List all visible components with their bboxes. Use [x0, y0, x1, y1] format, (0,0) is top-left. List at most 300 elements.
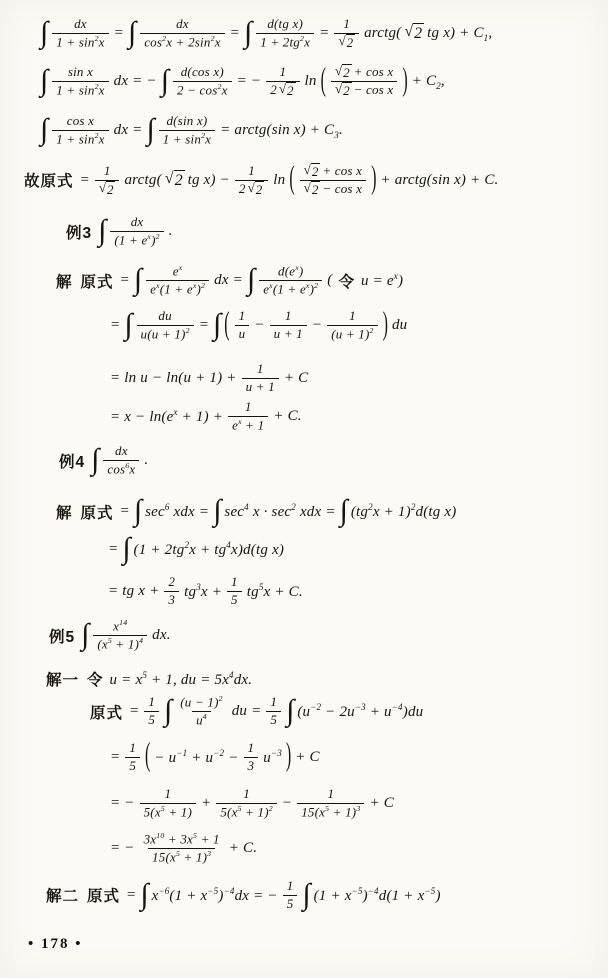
numerator: [70, 16, 91, 33]
denominator: [266, 81, 299, 99]
radical: [99, 181, 116, 198]
math-text: 1: [343, 16, 351, 32]
math-text: $(u^{-2} - 2u^{-3} + u^{-4})du$: [297, 702, 424, 721]
math-text: du: [391, 317, 408, 334]
numerator: [276, 64, 291, 81]
integral-sign: ∫: [122, 532, 131, 565]
math-text: dx: [115, 443, 128, 458]
fraction: [227, 574, 242, 609]
denominator: [297, 803, 364, 821]
fraction: [266, 64, 299, 99]
integral-sign: ∫: [339, 494, 348, 527]
math-text: 1: [164, 786, 172, 801]
radicand: 2: [311, 182, 319, 198]
math-text: $1 + \sin^2x$: [162, 130, 212, 147]
numerator: [241, 399, 256, 416]
math-text: u + 1: [273, 326, 303, 342]
fraction: [137, 308, 194, 343]
denominator: [144, 711, 159, 729]
example-5-solution2-step-1: [42, 878, 443, 913]
denominator: [140, 33, 224, 51]
math-text: = ln u − ln(u + 1) +: [110, 369, 237, 386]
math-text: =: [129, 703, 140, 720]
math-text: 1: [286, 878, 294, 893]
math-text: −: [311, 317, 323, 334]
chinese-label: 解: [56, 273, 73, 291]
math-text: 1: [148, 694, 156, 710]
fraction: [242, 361, 279, 396]
chinese-label: 原式: [90, 704, 124, 722]
integral-sign: ∫: [133, 494, 143, 527]
math-text: + cos x: [353, 64, 394, 80]
denominator: [235, 325, 250, 343]
math-text: $(1 + e^x)^2$: [114, 231, 160, 248]
math-text: =: [119, 272, 130, 289]
math-text: 5: [270, 712, 278, 728]
integral-sign: ∫: [133, 262, 143, 296]
math-text: 1: [349, 308, 356, 323]
fraction: [125, 740, 140, 775]
chinese-label: 故原式: [24, 173, 74, 191]
numerator: [331, 64, 397, 81]
chinese-label: 例4: [59, 453, 86, 471]
integral-tgx-substitution-line: [38, 16, 494, 51]
denominator: [192, 711, 211, 729]
numerator: [345, 308, 360, 325]
denominator: [52, 81, 108, 99]
fraction: [270, 308, 307, 343]
math-text: $tg^3x$ +: [184, 581, 223, 600]
radicand: 2: [255, 182, 263, 198]
math-text: $(x^5 + 1)^4$: [97, 636, 144, 652]
radical: [304, 163, 321, 180]
math-text: =: [319, 25, 330, 42]
math-text: 1: [247, 740, 255, 755]
denominator: [259, 280, 322, 298]
math-text: dx =: [214, 272, 243, 289]
numerator: [111, 443, 132, 460]
fraction: [103, 443, 139, 478]
math-text: $e^x$: [172, 263, 183, 279]
math-text: du: [158, 308, 172, 323]
math-text: 1: [248, 163, 255, 178]
fraction: [146, 263, 209, 298]
math-text: + C: [283, 369, 309, 386]
denominator: [148, 848, 215, 866]
math-text: tg x) −: [187, 171, 230, 188]
math-text: $5(x^5 + 1)^2$: [220, 803, 273, 820]
math-text: = tg x +: [108, 582, 160, 599]
radical: [304, 181, 321, 198]
math-text: − cos x: [322, 180, 363, 196]
integral-sign: ∫: [81, 617, 90, 651]
numerator: [127, 214, 148, 231]
page-number: • 178 •: [28, 936, 83, 952]
math-text: 5: [129, 757, 137, 773]
math-text: $\cos^2x + 2\sin^2x$: [144, 33, 221, 50]
denominator: [244, 757, 259, 775]
denominator: [125, 757, 140, 775]
integral-sign: ∫: [140, 877, 149, 911]
numerator: [64, 64, 97, 81]
math-text: $3x^{10} + 3x^5 + 1$: [143, 831, 220, 847]
chinese-label: 解一: [46, 672, 80, 689]
denominator: [300, 180, 366, 198]
math-text: $d(e^x)$: [278, 263, 304, 279]
math-text: ln: [304, 73, 317, 90]
math-text: $1 + \sin^2x$: [56, 130, 105, 147]
math-text: 1: [270, 694, 278, 710]
chinese-label: 例3: [66, 224, 93, 242]
integral-sign: ∫: [286, 693, 295, 727]
radical-sign: √: [404, 23, 414, 41]
integral-sign: ∫: [213, 307, 222, 341]
math-text: dx =: [113, 122, 143, 139]
math-text: $1 + \sin^2x$: [56, 81, 105, 98]
numerator: [263, 16, 307, 33]
big-paren: ): [402, 63, 408, 98]
fraction: [283, 878, 298, 913]
denominator: [270, 325, 307, 343]
numerator: [169, 263, 187, 280]
example-3-solution-step-1: [52, 263, 405, 298]
numerator: [109, 618, 131, 635]
fraction: [266, 694, 281, 729]
denominator: [235, 180, 268, 198]
radical: [335, 64, 352, 81]
integral-sign: ∫: [164, 693, 173, 727]
numerator: [339, 16, 354, 33]
fraction: [164, 574, 179, 609]
example-4-solution-step-3: [106, 574, 305, 609]
math-text: $x^{14}$: [113, 618, 128, 634]
numerator: [300, 163, 366, 180]
denominator: [137, 325, 194, 343]
fraction: [140, 16, 224, 51]
radicand: 2: [311, 164, 319, 180]
numerator: [125, 740, 140, 757]
denominator: [242, 378, 279, 396]
numerator: [281, 308, 296, 325]
denominator: [93, 635, 147, 653]
math-text: arctg(: [124, 171, 162, 188]
fraction: [331, 64, 397, 99]
math-text: 5: [148, 712, 156, 728]
denominator: [52, 33, 108, 51]
numerator: [283, 878, 298, 895]
fraction: [216, 786, 277, 821]
radical-sign: √: [278, 81, 287, 97]
numerator: [235, 308, 250, 325]
denominator: [140, 803, 196, 821]
denominator: [327, 325, 377, 343]
fraction: [93, 618, 147, 653]
example-3-solution-step-3: [108, 361, 310, 396]
math-text: dx: [130, 214, 144, 229]
example-5-solution1-step-1: [86, 694, 425, 729]
combined-result-line: [20, 163, 500, 198]
fraction: [235, 163, 268, 198]
math-text: 1: [103, 163, 111, 179]
math-text: tg $x) + C_1$,: [427, 24, 493, 43]
big-paren: (: [145, 738, 151, 774]
radical: [338, 34, 355, 51]
numerator: [244, 740, 259, 757]
example-5-solution1-step-4: [108, 831, 259, 866]
chinese-label: 解二: [46, 888, 80, 906]
integral-sign: ∫: [40, 112, 49, 146]
math-text: = −: [110, 840, 135, 857]
integral-sign: ∫: [302, 877, 311, 911]
math-text: =: [113, 25, 124, 42]
radical-sign: √: [334, 63, 343, 79]
numerator: [63, 113, 98, 130]
numerator: [160, 786, 175, 803]
radicand: 2: [343, 65, 350, 81]
example-5-problem: [45, 618, 173, 653]
math-text: 1: [256, 361, 264, 376]
fraction: [110, 214, 163, 249]
fraction: [334, 16, 359, 50]
math-text: $15(x^5 + 1)^3$: [152, 849, 212, 865]
radical-sign: √: [98, 180, 106, 196]
example-3-solution-step-2: [108, 308, 409, 343]
math-text: 1: [243, 786, 250, 801]
denominator: [173, 81, 232, 99]
example-5-solution1-step-2: [108, 740, 322, 775]
numerator: [177, 64, 228, 81]
big-paren: ): [371, 161, 377, 197]
denominator: [283, 895, 298, 913]
math-text: 5: [231, 591, 238, 607]
math-text: 1: [238, 308, 246, 324]
integral-sign: ∫: [213, 494, 222, 527]
math-text: =: [110, 317, 121, 334]
radical-sign: √: [164, 170, 174, 188]
integral-sign: ∫: [244, 15, 253, 49]
big-paren: (: [224, 307, 230, 342]
math-text: = $x - \ln(e^x + 1)$ +: [110, 407, 224, 426]
math-text: 3: [168, 591, 176, 607]
math-text: + cos x: [322, 163, 363, 178]
math-text: =: [79, 171, 90, 188]
math-text: dx: [176, 16, 189, 31]
radical-sign: √: [334, 81, 343, 97]
chinese-label: 解: [56, 504, 73, 522]
math-text: (: [327, 272, 333, 289]
math-text: =: [229, 25, 240, 42]
numerator: [162, 113, 211, 130]
numerator: [227, 574, 242, 591]
radical: [279, 82, 296, 99]
fraction: [235, 308, 250, 343]
math-text: d(tg x): [267, 16, 304, 31]
numerator: [266, 694, 281, 711]
math-text: $5(x^5 + 1)$: [143, 803, 193, 820]
numerator: [100, 163, 115, 180]
radicand: 2: [287, 83, 294, 99]
math-text: −: [254, 317, 265, 334]
math-text: $tg^5x + C$.: [246, 581, 303, 600]
chinese-label: 原式: [87, 888, 121, 906]
fraction: [259, 263, 322, 298]
math-text: du =: [231, 703, 262, 720]
integral-cosx-term-line: [38, 113, 345, 148]
math-text: $u = e^x$): [360, 271, 404, 290]
integral-sign: ∫: [124, 307, 133, 341]
numerator: [140, 831, 224, 848]
math-text: sin x: [67, 64, 94, 79]
math-text: $e^x(1 + e^x)^2$: [150, 281, 206, 297]
radical-sign: √: [303, 162, 311, 178]
fraction: [52, 113, 108, 148]
math-text: 2: [168, 574, 176, 589]
radicand: 2: [414, 25, 423, 43]
radicand: 2: [343, 83, 350, 99]
integral-sign: ∫: [127, 15, 137, 49]
radical-sign: √: [247, 180, 255, 196]
example-4-problem: [55, 443, 150, 478]
math-text: $1 + 2tg^2x$: [260, 33, 311, 50]
math-text: 1: [284, 308, 292, 324]
radicand: 2: [346, 35, 354, 51]
numerator: [244, 163, 259, 180]
math-text: $\sec^4 x \cdot \sec^2$ xdx =: [224, 502, 336, 521]
chinese-label: 原式: [80, 504, 114, 522]
radical: [335, 82, 352, 99]
radical-sign: √: [338, 33, 346, 49]
denominator: [52, 130, 108, 148]
denominator: [164, 591, 179, 609]
math-text: $\sec^6$ xdx =: [145, 502, 210, 521]
integral-sign: ∫: [146, 112, 155, 146]
denominator: [216, 803, 277, 821]
fraction: [52, 16, 108, 51]
math-text: + C.: [228, 840, 258, 857]
denominator: [103, 460, 139, 478]
math-text: − $u^{-1} + u^{-2}$ −: [154, 747, 239, 766]
denominator: [266, 711, 281, 729]
math-text: =: [110, 748, 121, 765]
big-paren: (: [289, 161, 295, 197]
chinese-label: 原式: [80, 273, 114, 291]
denominator: [334, 33, 359, 51]
math-text: $e^x + 1$: [232, 416, 265, 433]
math-text: $u(u + 1)^2$: [140, 325, 190, 342]
chinese-label: 例5: [49, 628, 76, 646]
big-paren: ): [285, 738, 292, 774]
fraction: [176, 694, 226, 729]
math-text: + C: [369, 795, 394, 812]
example-3-solution-step-4: [108, 399, 304, 434]
integral-sign: ∫: [246, 262, 256, 296]
math-text: .: [144, 452, 149, 469]
math-text: dx.: [152, 627, 171, 644]
example-3-problem: [62, 214, 175, 249]
numerator: [172, 16, 193, 33]
fraction: [327, 308, 377, 343]
math-text: u + 1: [245, 378, 275, 394]
integral-sign: ∫: [40, 63, 49, 97]
math-text: 3: [247, 757, 255, 773]
example-4-solution-step-2: [106, 532, 286, 565]
denominator: [146, 280, 209, 298]
math-text: 2: [238, 180, 246, 196]
math-text: = −: [236, 73, 262, 90]
math-text: + C.: [273, 408, 302, 425]
fraction: [52, 64, 108, 99]
math-text: d(cos x): [180, 64, 224, 79]
math-text: $u^4$: [196, 712, 207, 728]
integral-sign: ∫: [98, 213, 107, 247]
numerator: [154, 308, 175, 325]
math-text: $(1 + x^{-5})^{-4}d(1 + x^{-5})$: [313, 885, 441, 904]
math-text: $u^{-3}$: [263, 747, 282, 766]
fraction: [256, 16, 314, 51]
big-paren: (: [320, 63, 326, 98]
example-5-solution1-step-3: [108, 786, 396, 821]
math-text: $(tg^2x + 1)^2d(tg$ x): [350, 502, 457, 521]
math-text: $2 - \cos^2x$: [176, 81, 228, 98]
numerator: [253, 361, 268, 378]
math-text: $1 + \sin^2x$: [56, 33, 105, 50]
math-text: 1: [244, 399, 252, 414]
math-text: 1: [279, 64, 287, 80]
integral-sinx-term-line: [38, 64, 447, 99]
denominator: [331, 81, 397, 99]
math-text: = arctg(sin $x) + C_3$.: [220, 121, 343, 140]
fraction: [297, 786, 364, 821]
big-paren: ): [382, 307, 388, 342]
math-text: d(sin x): [166, 113, 208, 128]
fraction: [95, 163, 120, 197]
math-text: 1: [327, 786, 335, 801]
math-text: $(u - 1)^2$: [180, 694, 223, 710]
radical: [248, 181, 265, 198]
math-text: dx = −: [113, 73, 157, 90]
fraction: [244, 740, 259, 775]
math-text: .: [168, 223, 173, 240]
chinese-label: 令: [87, 672, 104, 689]
fraction: [173, 64, 232, 99]
integral-sign: ∫: [160, 63, 169, 97]
denominator: [227, 591, 242, 609]
integral-sign: ∫: [91, 442, 100, 476]
fraction: [159, 113, 215, 148]
math-text: $u = x^5 + 1$, du = $5x^4dx$.: [109, 669, 253, 688]
math-text: $x^{-6}(1 + x^{-5})^{-4}dx$ = −: [151, 885, 278, 904]
math-text: $e^x(1 + e^x)^2$: [263, 281, 319, 297]
example-5-solution1-substitution: [42, 668, 254, 690]
math-text: = −: [110, 795, 135, 812]
math-text: =: [198, 317, 210, 334]
numerator: [323, 786, 338, 803]
denominator: [256, 33, 314, 51]
integral-sign: ∫: [40, 15, 49, 49]
example-4-solution-step-1: [52, 494, 458, 527]
math-text: −: [281, 795, 293, 812]
fraction: [144, 694, 159, 729]
math-text: + $C_2$,: [411, 72, 445, 91]
fraction: [140, 786, 196, 821]
numerator: [274, 263, 307, 280]
math-text: + arctg(sin x) + C.: [380, 171, 499, 188]
math-text: u: [238, 326, 246, 342]
radical: [165, 170, 185, 190]
radical: [404, 23, 424, 43]
math-text: 5: [286, 895, 294, 911]
math-text: ln: [273, 171, 286, 188]
